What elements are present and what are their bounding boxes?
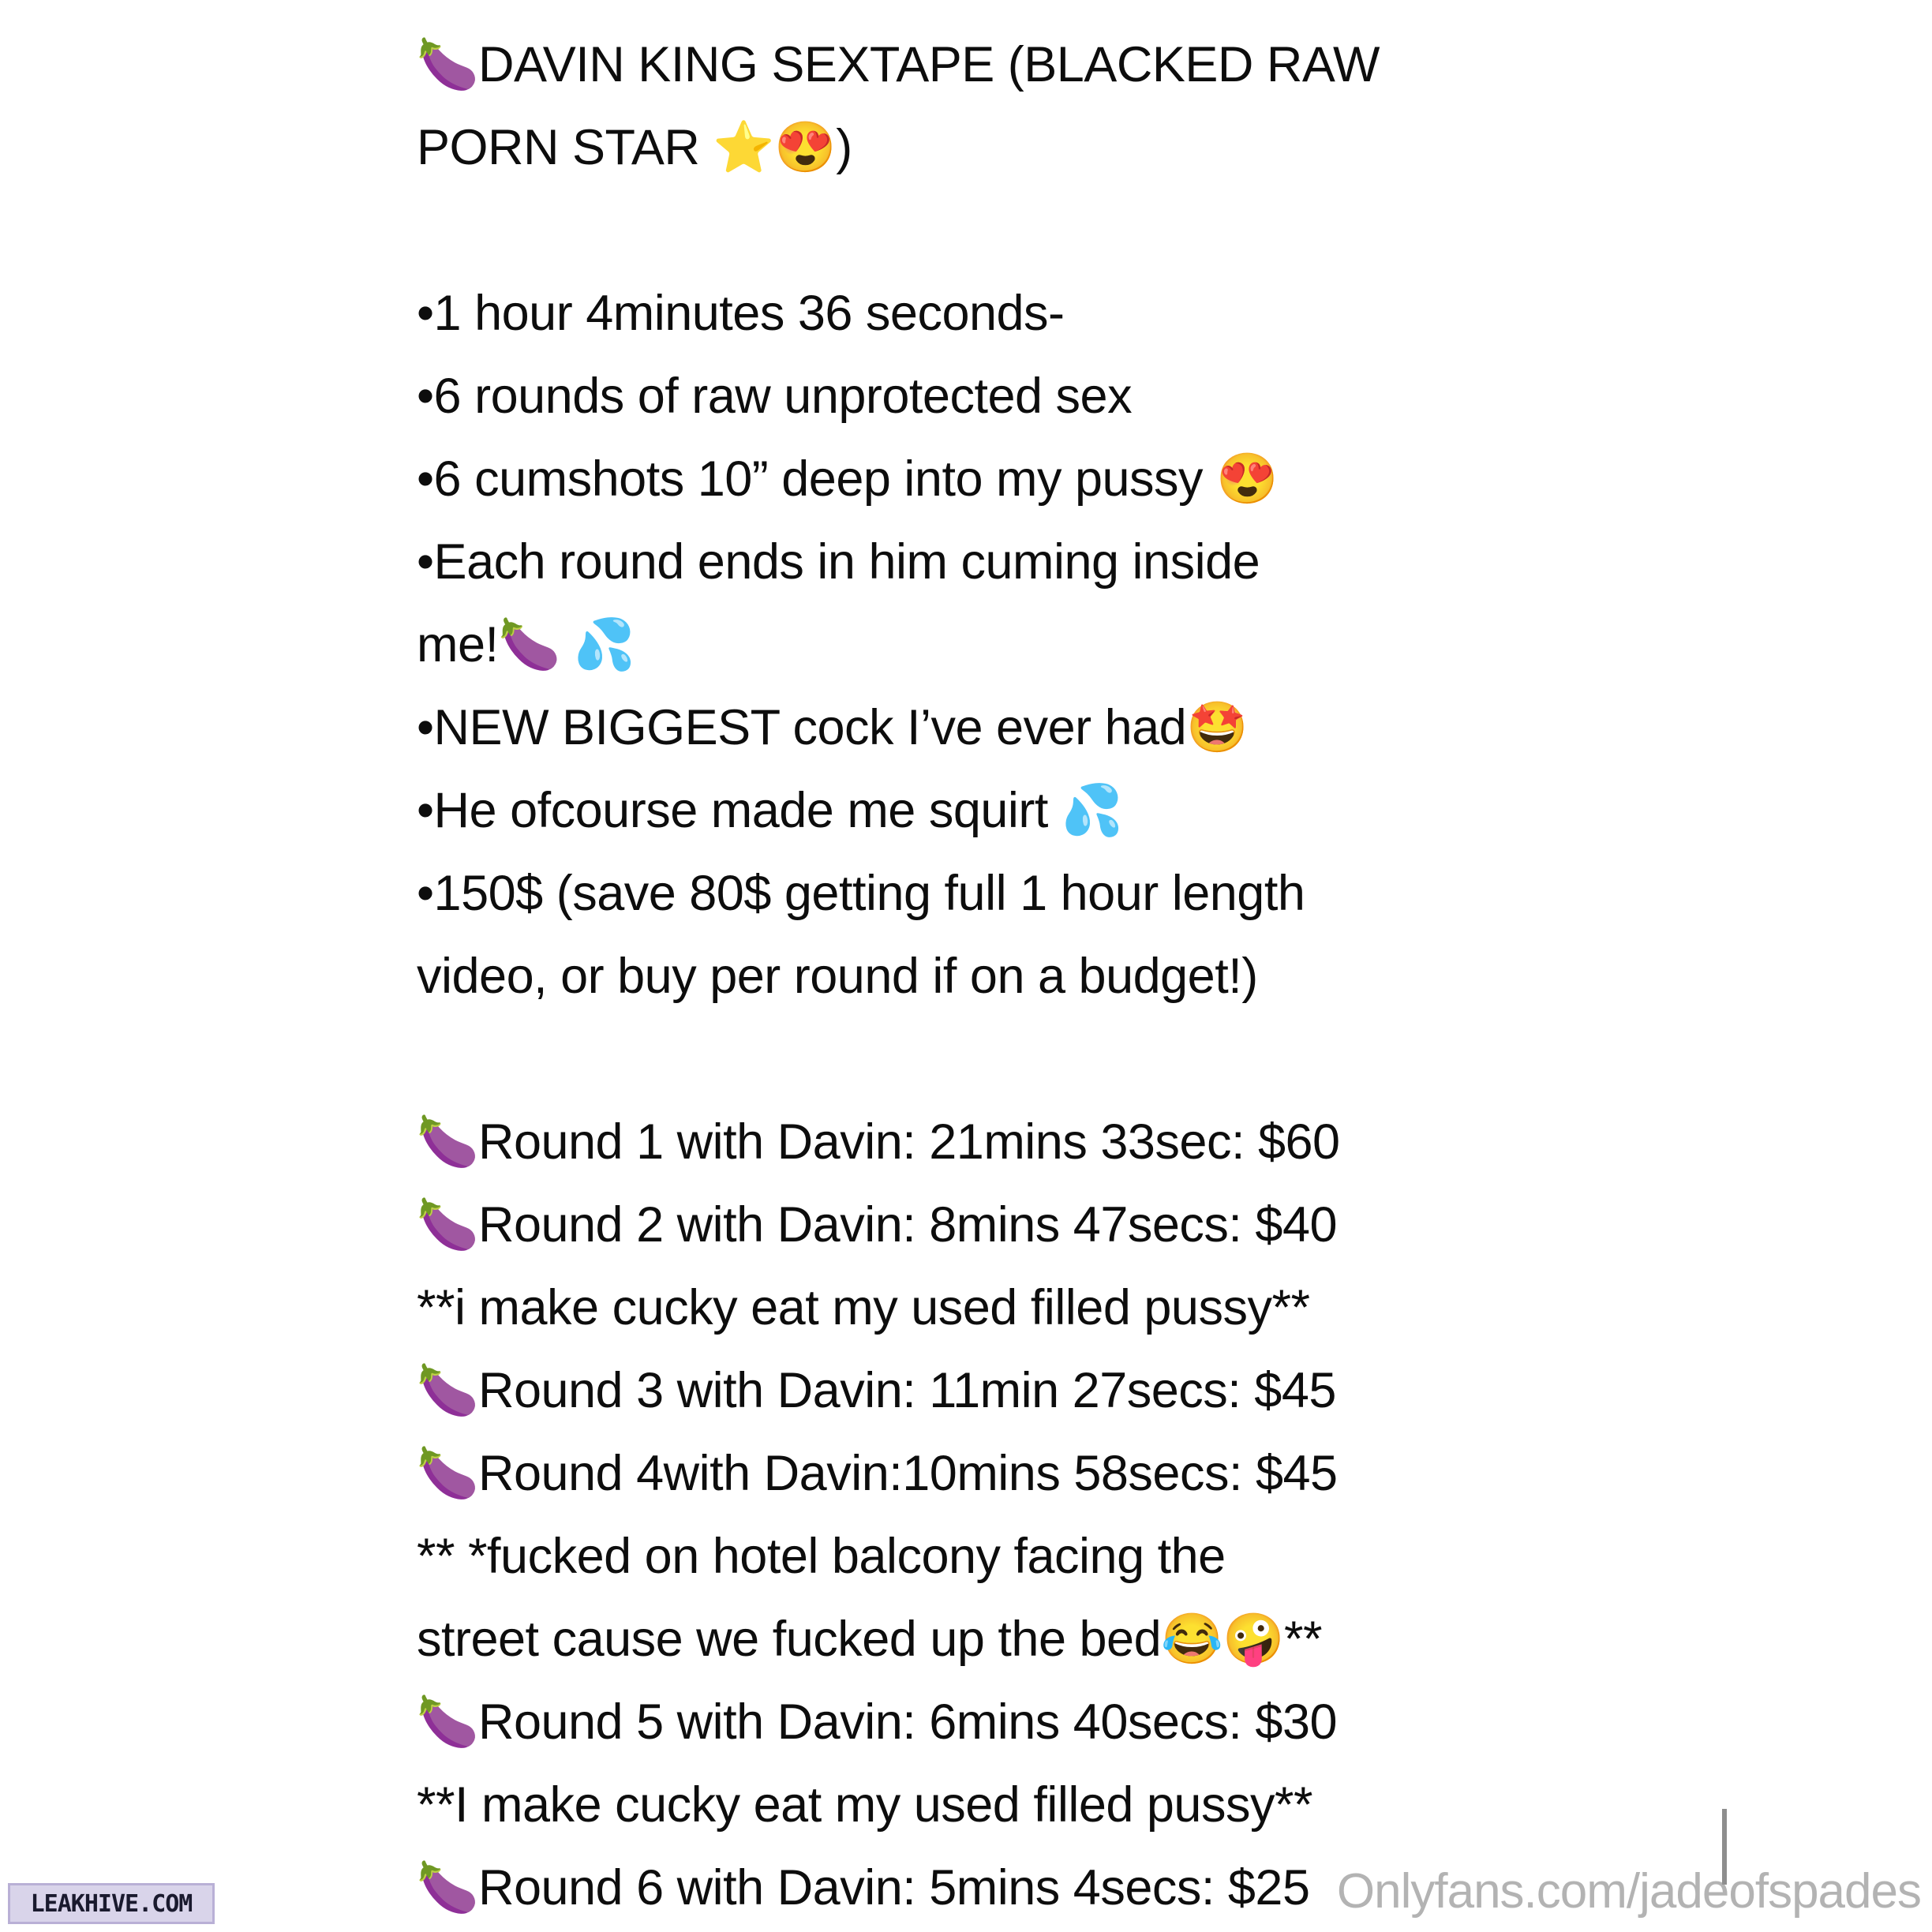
- bullet-item-continuation: video, or buy per round if on a budget!): [417, 949, 1258, 1004]
- bullet-item: •NEW BIGGEST cock I’ve ever had🤩: [417, 700, 1249, 755]
- round-item: 🍆Round 2 with Davin: 8mins 47secs: $40: [417, 1197, 1338, 1252]
- round-item: 🍆Round 6 with Davin: 5mins 4secs: $25: [417, 1860, 1310, 1915]
- bullet-item: •150$ (save 80$ getting full 1 hour length: [417, 866, 1305, 921]
- paragraph-gap: [417, 189, 1601, 272]
- paragraph-gap: [417, 1018, 1601, 1101]
- onlyfans-watermark: Onlyfans.com/jadeofspades: [1336, 1864, 1921, 1919]
- title-line: PORN STAR ⭐😍): [417, 120, 852, 175]
- round-item: 🍆Round 5 with Davin: 6mins 40secs: $30: [417, 1694, 1338, 1750]
- bullet-item: •1 hour 4minutes 36 seconds-: [417, 286, 1065, 341]
- bullet-item: •He ofcourse made me squirt 💦: [417, 783, 1123, 838]
- round-item: 🍆Round 1 with Davin: 21mins 33sec: $60: [417, 1114, 1340, 1170]
- round-note: **I make cucky eat my used filled pussy**: [417, 1777, 1313, 1833]
- round-item: 🍆Round 3 with Davin: 11min 27secs: $45: [417, 1363, 1336, 1418]
- round-note: ** *fucked on hotel balcony facing the: [417, 1529, 1226, 1584]
- bullet-item-continuation: me!🍆 💦: [417, 617, 635, 672]
- round-note-continuation: street cause we fucked up the bed😂🤪**: [417, 1612, 1323, 1667]
- bullet-item: •Each round ends in him cuming inside: [417, 534, 1260, 590]
- round-item: 🍆Round 4with Davin:10mins 58secs: $45: [417, 1446, 1338, 1501]
- title-line: 🍆DAVIN KING SEXTAPE (BLACKED RAW: [417, 37, 1380, 92]
- post-caption-text: [417, 24, 1601, 1930]
- bullet-item: •6 rounds of raw unprotected sex: [417, 369, 1133, 424]
- bullet-item: •6 cumshots 10” deep into my pussy 😍: [417, 451, 1278, 507]
- leakhive-watermark: LEAKHIVE.COM: [8, 1883, 215, 1924]
- round-note: **i make cucky eat my used filled pussy**: [417, 1280, 1310, 1335]
